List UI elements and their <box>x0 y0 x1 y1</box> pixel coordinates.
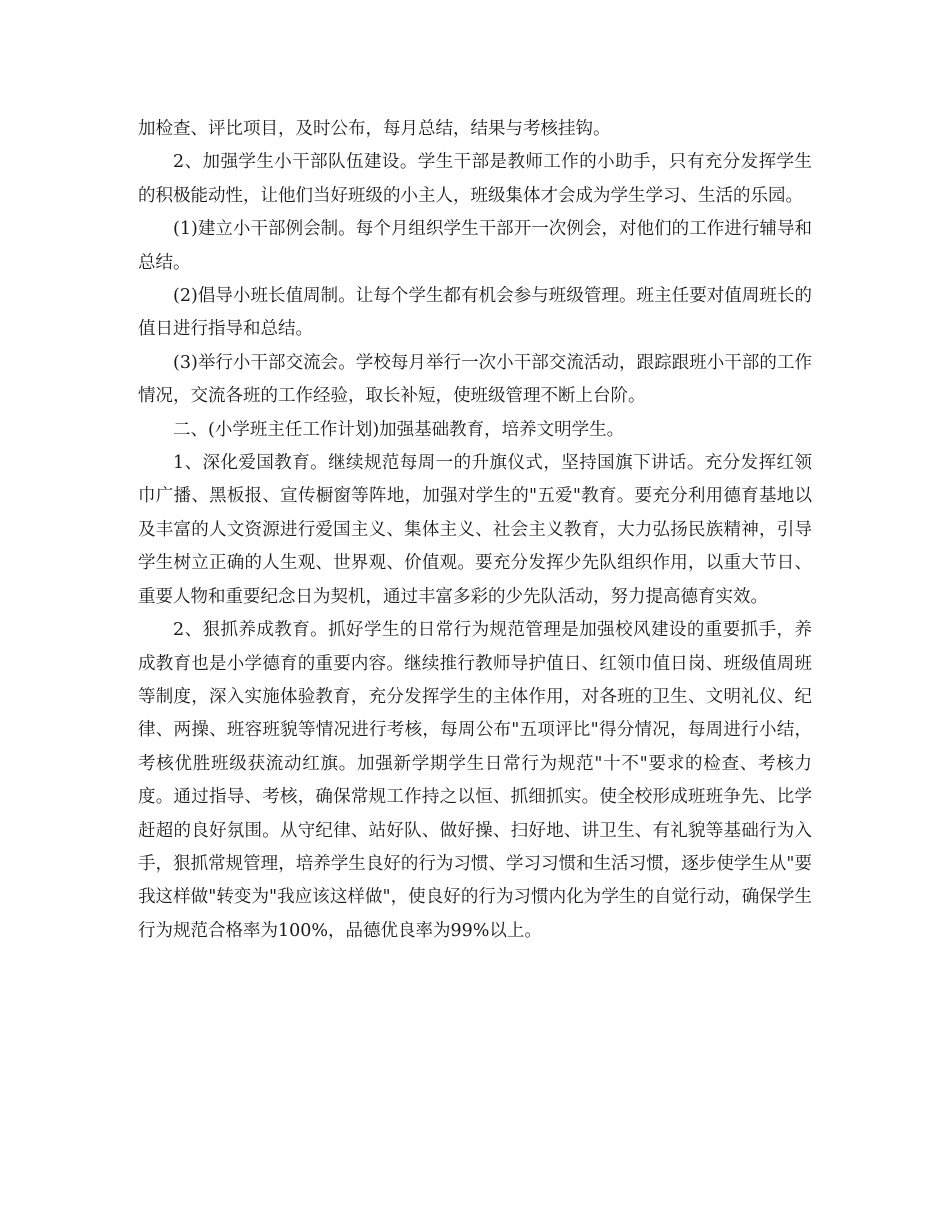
paragraph-patriotic-education: 1、深化爱国教育。继续规范每周一的升旗仪式，坚持国旗下讲话。充分发挥红领巾广播、黑板报、宣传橱窗等阵地，加强对学生的"五爱"教育。要充分利用德育基地以及丰富的人文资源进行爱国主义、集体主义、社会主义教育，大力弘扬民族精神，引导学生树立正确的人生观、世界观、价值观。要充分发挥少先队组织作用，以重大节日、重要人物和重要纪念日为契机，通过丰富多彩的少先队活动，努力提高德育实效。 <box>138 453 812 607</box>
paragraph-continuation: 加检查、评比项目，及时公布，每月总结，结果与考核挂钩。 <box>138 119 611 139</box>
document-body <box>138 113 812 948</box>
paragraph-monitor-duty: (2)倡导小班长值周制。让每个学生都有机会参与班级管理。班主任要对值周班长的值日进行指导和总结。 <box>138 286 812 340</box>
paragraph-cadre-exchange: (3)举行小干部交流会。学校每月举行一次小干部交流活动，跟踪跟班小干部的工作情况，交流各班的工作经验，取长补短，使班级管理不断上台阶。 <box>138 352 812 407</box>
paragraph-habit-education: 2、狠抓养成教育。抓好学生的日常行为规范管理是加强校风建设的重要抓手，养成教育也是小学德育的重要内容。继续推行教师导护值日、红领巾值日岗、班级值周班等制度，深入实施体验教育，充分发挥学生的主体作用，对各班的卫生、文明礼仪、纪律、两操、班容班貌等情况进行考核，每周公布"五项评比"得分情况，每周进行小结，考核优胜班级获流动红旗。加强新学期学生日常行为规范"十不"要求的检查、考核力度。通过指导、考核，确保常规工作持之以恒、抓细抓实。使全校形成班班争先、比学赶超的良好氛围。从守纪律、站好队、做好操、扫好地、讲卫生、有礼貌等基础行为入手，狠抓常规管理，培养学生良好的行为习惯、学习习惯和生活习惯，逐步使学生从"要我这样做"转变为"我应该这样做"，使良好的行为习惯内化为学生的自觉行动，确保学生行为规范合格率为100%，品德优良率为99%以上。 <box>138 620 812 941</box>
paragraph-cadre-meeting: (1)建立小干部例会制。每个月组织学生干部开一次例会，对他们的工作进行辅导和总结。 <box>138 219 812 273</box>
paragraph-student-cadre: 2、加强学生小干部队伍建设。学生干部是教师工作的小助手，只有充分发挥学生的积极能动性，让他们当好班级的小主人，班级集体才会成为学生学习、生活的乐园。 <box>138 152 812 206</box>
section-heading-basic-education: 二、(小学班主任工作计划)加强基础教育，培养文明学生。 <box>173 419 625 440</box>
